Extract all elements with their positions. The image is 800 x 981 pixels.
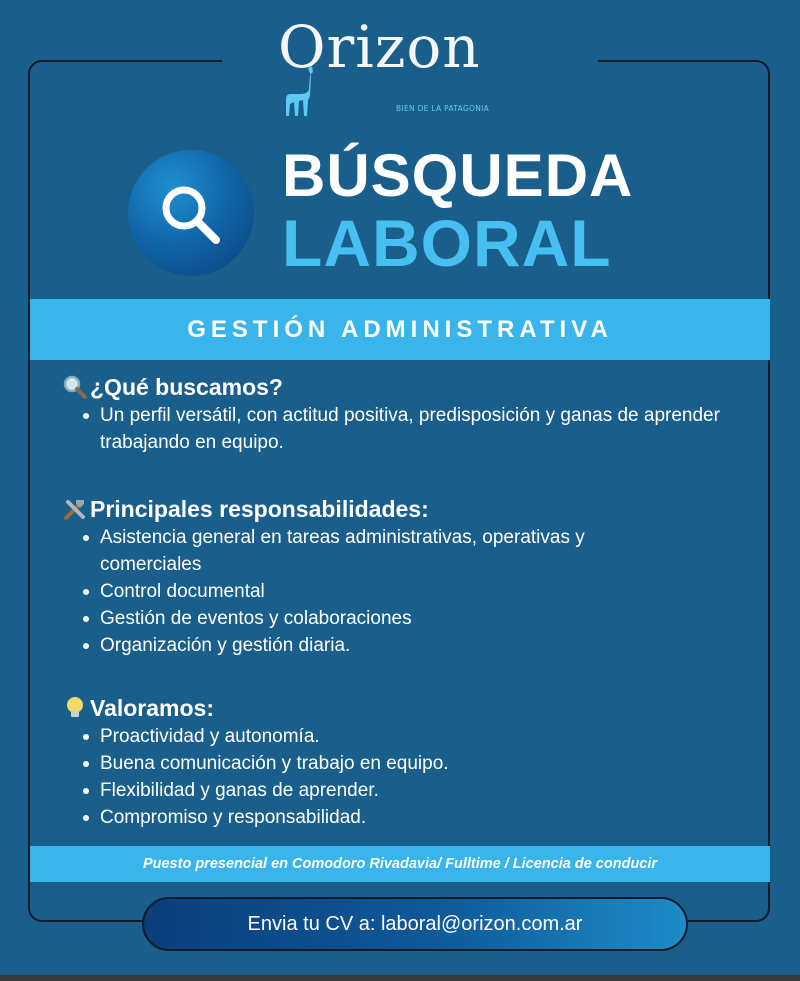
search-icon: [128, 150, 254, 276]
section-heading: Principales responsabilidades:: [90, 495, 429, 522]
position-title: GESTIÓN ADMINISTRATIVA: [187, 315, 613, 343]
list-item: Gestión de eventos y colaboraciones: [62, 605, 622, 632]
lightbulb-icon: [62, 695, 88, 721]
brand-tagline: BIEN DE LA PATAGONIA: [396, 104, 490, 113]
brand-logo: [270, 12, 530, 112]
title-line-2: LABORAL: [282, 206, 612, 280]
cta-pill[interactable]: [142, 897, 688, 951]
cta-text: Envia tu CV a: laboral@orizon.com.ar: [247, 912, 583, 935]
section-valoramos: [62, 693, 449, 831]
section-heading: Valoramos:: [90, 694, 214, 721]
list-item: Flexibilidad y ganas de aprender.: [62, 777, 449, 804]
list-item: Asistencia general en tareas administrativas, operativas y comerciales: [62, 524, 622, 578]
list-item: Organización y gestión diaria.: [62, 632, 622, 659]
section-responsabilidades: [62, 494, 622, 659]
position-banner: [30, 299, 770, 360]
section-que-buscamos: [62, 372, 720, 456]
details-text: Puesto presencial en Comodoro Rivadavia/ Fulltime / Licencia de conducir: [142, 856, 658, 872]
brand-name: Orizon: [278, 13, 481, 81]
section-heading: ¿Qué buscamos?: [90, 373, 283, 400]
tools-icon: [62, 496, 88, 522]
details-strip: [30, 846, 770, 882]
title-line-1: BÚSQUEDA: [282, 142, 634, 209]
list-item: Un perfil versátil, con actitud positiva, predisposición y ganas de aprender trabajando en equipo.: [62, 402, 720, 456]
search-badge: [128, 150, 254, 276]
guanaco-icon: [282, 66, 318, 118]
list-item: Buena comunicación y trabajo en equipo.: [62, 750, 449, 777]
list-item: Control documental: [62, 578, 622, 605]
list-item: Compromiso y responsabilidad.: [62, 804, 449, 831]
list-item: Proactividad y autonomía.: [62, 723, 449, 750]
magnifier-icon: [62, 374, 88, 400]
